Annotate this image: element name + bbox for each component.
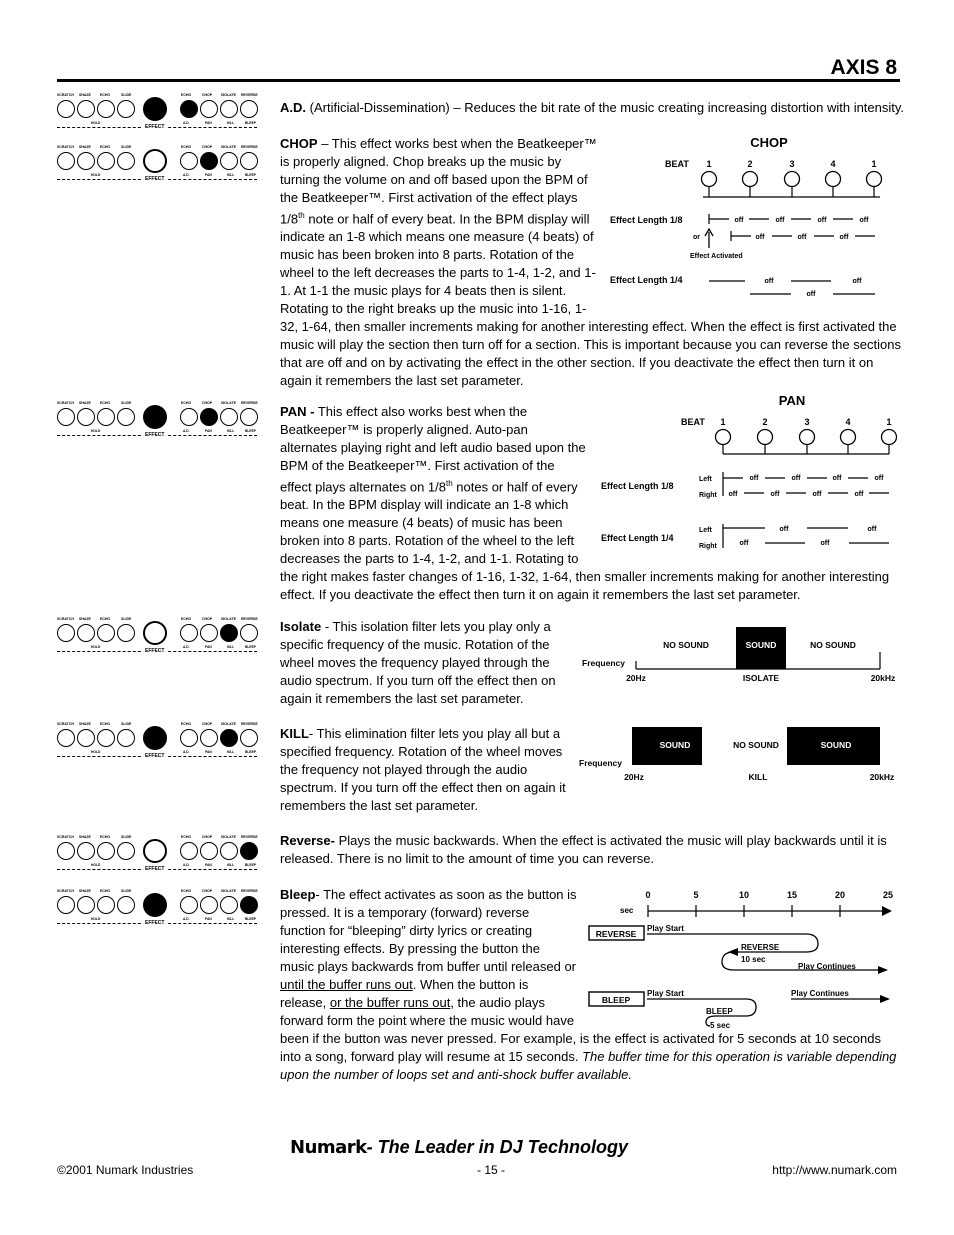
off-label: off: [739, 540, 749, 547]
knob-label: SLIDE: [121, 145, 132, 149]
beat-circle-icon: [702, 172, 717, 187]
button-led-icon: [57, 842, 75, 860]
time-tick-label: 25: [882, 890, 894, 900]
isolate-title: Isolate: [280, 619, 322, 634]
beat-number: 4: [830, 159, 836, 169]
svg-text:Frequency: Frequency: [582, 658, 625, 668]
button-led-icon: [117, 408, 135, 426]
svg-text:SOUND: SOUND: [745, 640, 777, 650]
kill-paragraph: KILL- This elimination filter lets you play all but a specified frequency. Rotation of the wheel moves the frequency not played through the audio spectrum. If you turn off the effect then on again it remembers the last set parameter.: [280, 726, 566, 813]
button-led-icon: [117, 896, 135, 914]
bleep-paragraph: Bleep- The effect activates as soon as the button is pressed. It is a temporary (forward) reverse function for “bleeping” dirty lyrics or creating interesting effects. By pressing the button the music plays backwards from buffer until released or until the buffer runs out. When the button is release, or the buffer runs out, the audio plays forward form the point where the music would have been if the button was never pressed. For example, is the effect is activated for 5 seconds at 10 seconds into a song, forward play will resume at 15 seconds. The buffer time for this operation is variable depending upon the number of loops set and anti-shock buffer available.: [280, 887, 897, 1082]
svg-text:Play Start: Play Start: [647, 924, 684, 933]
knob-label: SLIDE: [121, 93, 132, 97]
button-led-icon: [97, 624, 115, 642]
beat-number: 1: [871, 159, 877, 169]
off-label: off: [832, 475, 842, 482]
sub-label: BLEEP: [245, 121, 256, 125]
button-led-icon: [200, 624, 218, 642]
knob-label: REVERSE: [241, 889, 258, 893]
knob-label: ECHO: [181, 617, 192, 621]
button-led-icon: [200, 408, 218, 426]
svg-text:20kHz: 20kHz: [870, 673, 896, 683]
button-led-icon: [77, 842, 95, 860]
knob-label: SHAZE: [79, 722, 91, 726]
button-led-icon: [77, 152, 95, 170]
button-led-icon: [180, 624, 198, 642]
knob-label: ECHO: [181, 401, 192, 405]
knob-label: ECHO: [181, 889, 192, 893]
knob-label: REVERSE: [241, 617, 258, 621]
sub-label: PAN: [205, 173, 212, 177]
knob-label: ISOLATE: [221, 835, 236, 839]
knob-label: ISOLATE: [221, 889, 236, 893]
off-label: off: [812, 491, 822, 498]
chop-row2: [731, 231, 875, 241]
button-led-icon: [117, 842, 135, 860]
sub-label: BLEEP: [245, 917, 256, 921]
chop-beats: [702, 159, 882, 197]
button-led-icon: [220, 152, 238, 170]
sub-label: BLEEP: [245, 645, 256, 649]
button-led-icon: [57, 729, 75, 747]
effect-panel-pan: [55, 401, 263, 443]
sub-label: BLEEP: [245, 173, 256, 177]
off-label: off: [797, 234, 807, 241]
effect-panel-reverse: [55, 835, 263, 877]
effect-panel-isolate: [55, 617, 263, 659]
sub-label: PAN: [205, 917, 212, 921]
off-label: off: [854, 491, 864, 498]
button-led-icon: [220, 408, 238, 426]
bleep-diagram: [586, 886, 898, 1034]
knob-label: SCRATCH: [57, 835, 74, 839]
svg-text:10 sec: 10 sec: [741, 955, 766, 964]
sub-label: KILL: [227, 917, 235, 921]
time-tick-label: 5: [693, 890, 699, 900]
knob-label: SCRATCH: [57, 401, 74, 405]
knob-label: REVERSE: [241, 401, 258, 405]
page-number: - 15 -: [477, 1163, 506, 1177]
svg-text:Left: Left: [699, 527, 712, 534]
sub-label: A.D.: [183, 917, 190, 921]
knob-label: SHAZE: [79, 401, 91, 405]
effect-knob-icon: [143, 726, 167, 750]
svg-text:Effect Length 1/4: Effect Length 1/4: [610, 275, 683, 285]
activation-arrow-icon: [705, 229, 713, 248]
beat-circle-icon: [716, 430, 731, 445]
off-label: off: [859, 217, 869, 224]
button-led-icon: [77, 624, 95, 642]
pan-title: PAN -: [280, 404, 315, 419]
knob-label: SCRATCH: [57, 145, 74, 149]
pan-paragraph: PAN - This effect also works best when the Beatkeeper™ is properly aligned. Auto-pan alternates playing right and left audio based upon the BPM of the Beatkeeper™. First activation of the effect plays alternates on 1/8th notes or half of every beat. In the BPM display will indicate an 1-8 which means one measure (4 beats) of music has been broken into 8 parts. Rotation of the wheel to the left decreases the parts to 1-4, 1-2, and 1-1. Rotating to the right makes faster changes of 1-16, 1-32, 1-64, then smaller increments making for another interesting effect. If you deactivate the effect then turn it on again it remembers the last set parameter.: [280, 404, 890, 603]
button-led-icon: [240, 100, 258, 118]
svg-text:Left: Left: [699, 476, 712, 483]
beat-number: 1: [706, 159, 712, 169]
knob-label: ISOLATE: [221, 401, 236, 405]
svg-text:Frequency: Frequency: [579, 758, 622, 768]
beat-circle-icon: [800, 430, 815, 445]
off-label: off: [817, 217, 827, 224]
button-led-icon: [117, 152, 135, 170]
beat-number: 3: [789, 159, 795, 169]
time-tick-label: 15: [786, 890, 798, 900]
svg-text:Play Continues: Play Continues: [798, 962, 856, 971]
time-tick-label: 20: [834, 890, 846, 900]
button-led-icon: [180, 152, 198, 170]
effect-label: EFFECT: [145, 124, 165, 130]
knob-label: ECHO: [100, 93, 111, 97]
kill-title: KILL: [280, 726, 309, 741]
beat-circle-icon: [785, 172, 800, 187]
sub-label: KILL: [227, 121, 235, 125]
beat-number: 1: [886, 417, 892, 427]
website-link[interactable]: http://www.numark.com: [772, 1163, 897, 1177]
sub-label: HOLD: [91, 429, 101, 433]
off-label: off: [749, 475, 759, 482]
svg-text:Play Start: Play Start: [647, 989, 684, 998]
svg-text:20kHz: 20kHz: [869, 772, 895, 782]
isolate-diagram: [578, 624, 903, 690]
svg-text:SOUND: SOUND: [820, 740, 852, 750]
knob-label: CHOP: [202, 401, 213, 405]
off-label: off: [839, 234, 849, 241]
button-led-icon: [200, 896, 218, 914]
knob-label: CHOP: [202, 617, 213, 621]
button-led-icon: [117, 100, 135, 118]
sub-label: PAN: [205, 429, 212, 433]
button-led-icon: [220, 100, 238, 118]
knob-label: ECHO: [181, 722, 192, 726]
knob-label: CHOP: [202, 889, 213, 893]
sub-label: PAN: [205, 121, 212, 125]
chop-paragraph: CHOP – This effect works best when the Beatkeeper™ is properly aligned. Chop breaks up the music by turning the volume on and off based upon the BPM of the Beatkeeper™. First activation of the effect plays 1/8th note or half of every beat. In the BPM display will indicate an 1-8 which means one measure (4 beats) of music has been broken into 8 parts. Rotation of the wheel to the left decreases the parts to 1-4, 1-2, and 1- 1. At 1-1 the music plays for 4 beats then is silent. Rotating to the right breaks up the music into 1-16, 1- 32, 1-64, then smaller increments making for another interesting effect. When the effect is first activated the music will play the section then turn off for a section. This is important because you can reverse the sections that are off and on by activating the effect in the other section. If you deactivate the effect then turn it on again it remembers the last set parameter.: [280, 136, 901, 389]
beat-number: 1: [720, 417, 726, 427]
pan-row2: [723, 524, 889, 548]
off-label: off: [791, 475, 801, 482]
pan-diagram: [597, 390, 897, 555]
sub-label: PAN: [205, 750, 212, 754]
button-led-icon: [200, 152, 218, 170]
knob-label: ECHO: [100, 617, 111, 621]
sub-label: A.D.: [183, 863, 190, 867]
sub-label: KILL: [227, 750, 235, 754]
knob-label: SHAZE: [79, 835, 91, 839]
off-label: off: [867, 526, 877, 533]
time-tick-label: 10: [738, 890, 750, 900]
sub-label: HOLD: [91, 863, 101, 867]
header-rule: [57, 79, 900, 82]
sub-label: HOLD: [91, 173, 101, 177]
knob-label: REVERSE: [241, 722, 258, 726]
button-led-icon: [97, 896, 115, 914]
sub-label: PAN: [205, 863, 212, 867]
sub-label: HOLD: [91, 645, 101, 649]
button-led-icon: [240, 152, 258, 170]
svg-text:BLEEP: BLEEP: [601, 995, 631, 1005]
knob-label: SCRATCH: [57, 722, 74, 726]
button-led-icon: [240, 842, 258, 860]
button-led-icon: [97, 842, 115, 860]
svg-text:5 sec: 5 sec: [710, 1021, 731, 1030]
knob-label: SLIDE: [121, 889, 132, 893]
sub-label: HOLD: [91, 917, 101, 921]
knob-label: SLIDE: [121, 617, 132, 621]
knob-label: ISOLATE: [221, 93, 236, 97]
button-led-icon: [97, 408, 115, 426]
off-label: off: [755, 234, 765, 241]
effect-knob-icon: [143, 893, 167, 917]
sub-label: A.D.: [183, 173, 190, 177]
button-led-icon: [77, 729, 95, 747]
sub-label: A.D.: [183, 750, 190, 754]
svg-text:Play Continues: Play Continues: [791, 989, 849, 998]
effect-knob-icon: [143, 97, 167, 121]
off-label: off: [874, 475, 884, 482]
button-led-icon: [77, 408, 95, 426]
off-label: off: [779, 526, 789, 533]
knob-label: CHOP: [202, 722, 213, 726]
button-led-icon: [117, 729, 135, 747]
button-led-icon: [240, 408, 258, 426]
svg-text:BEAT: BEAT: [665, 159, 689, 169]
knob-label: SHAZE: [79, 617, 91, 621]
svg-text:20Hz: 20Hz: [626, 673, 646, 683]
knob-label: ECHO: [100, 889, 111, 893]
knob-label: ECHO: [100, 145, 111, 149]
beat-circle-icon: [841, 430, 856, 445]
knob-label: SHAZE: [79, 93, 91, 97]
sub-label: BLEEP: [245, 429, 256, 433]
svg-text:BEAT: BEAT: [681, 417, 705, 427]
reverse-paragraph: Reverse- Plays the music backwards. When the effect is activated the music will play backwards until it is released. There is no limit to the amount of time you can reverse.: [280, 833, 887, 866]
svg-text:NO SOUND: NO SOUND: [810, 640, 856, 650]
knob-label: SLIDE: [121, 722, 132, 726]
svg-text:REVERSE: REVERSE: [595, 929, 637, 939]
sub-label: KILL: [227, 173, 235, 177]
sub-label: HOLD: [91, 121, 101, 125]
button-led-icon: [180, 408, 198, 426]
svg-text:or: or: [693, 234, 700, 241]
beat-circle-icon: [867, 172, 882, 187]
knob-label: ECHO: [181, 145, 192, 149]
effect-label: EFFECT: [145, 176, 165, 182]
button-led-icon: [220, 624, 238, 642]
effect-label: EFFECT: [145, 432, 165, 438]
effect-panel-ad: [55, 93, 263, 135]
off-label: off: [770, 491, 780, 498]
svg-text:Right: Right: [699, 543, 717, 550]
bleep-timeline: [645, 890, 893, 917]
button-led-icon: [57, 896, 75, 914]
sub-label: A.D.: [183, 645, 190, 649]
knob-label: ECHO: [100, 722, 111, 726]
ad-paragraph: A.D. (Artificial-Dissemination) – Reduces the bit rate of the music creating increasing distortion with intensity.: [280, 100, 905, 115]
svg-text:Effect Length 1/8: Effect Length 1/8: [601, 481, 674, 491]
effect-label: EFFECT: [145, 866, 165, 872]
pan-beats: [716, 417, 897, 454]
sub-label: KILL: [227, 863, 235, 867]
off-label: off: [820, 540, 830, 547]
knob-label: REVERSE: [241, 93, 258, 97]
effect-panel-chop: [55, 145, 263, 187]
button-led-icon: [117, 624, 135, 642]
pan-row1: [723, 472, 889, 498]
knob-label: ECHO: [100, 835, 111, 839]
button-led-icon: [220, 729, 238, 747]
knob-label: SCRATCH: [57, 93, 74, 97]
effect-panel-kill: [55, 722, 263, 764]
numark-logo: Numark: [290, 1137, 367, 1158]
off-label: off: [775, 217, 785, 224]
knob-label: ECHO: [181, 93, 192, 97]
knob-label: REVERSE: [241, 145, 258, 149]
svg-text:ISOLATE: ISOLATE: [742, 673, 780, 683]
bleep-title: Bleep: [280, 887, 316, 902]
sub-label: PAN: [205, 645, 212, 649]
button-led-icon: [97, 729, 115, 747]
sub-label: A.D.: [183, 429, 190, 433]
knob-label: CHOP: [202, 145, 213, 149]
knob-label: SCRATCH: [57, 617, 74, 621]
chop-diagram-title: CHOP: [750, 135, 788, 150]
beat-number: 4: [845, 417, 851, 427]
button-led-icon: [57, 152, 75, 170]
knob-label: SHAZE: [79, 145, 91, 149]
svg-text:Effect Length 1/8: Effect Length 1/8: [610, 215, 683, 225]
sub-label: BLEEP: [245, 863, 256, 867]
beat-circle-icon: [826, 172, 841, 187]
copyright: ©2001 Numark Industries: [57, 1163, 194, 1177]
button-led-icon: [200, 842, 218, 860]
pan-diagram-title: PAN: [778, 393, 806, 408]
beat-number: 2: [747, 159, 753, 169]
chop-diagram: [605, 132, 895, 302]
beat-circle-icon: [758, 430, 773, 445]
off-label: off: [764, 278, 774, 285]
sub-label: BLEEP: [245, 750, 256, 754]
isolate-paragraph: Isolate - This isolation filter lets you play only a specific frequency of the music. Rotation of the wheel moves the frequency played through the audio spectrum. If you turn off the effect then on again it remembers the last set parameter.: [280, 619, 556, 706]
sub-label: KILL: [227, 645, 235, 649]
kill-diagram: [576, 724, 901, 786]
svg-text:Right: Right: [699, 492, 717, 499]
knob-label: SHAZE: [79, 889, 91, 893]
chop-row3: [709, 278, 875, 298]
effect-label: EFFECT: [145, 753, 165, 759]
knob-label: ISOLATE: [221, 617, 236, 621]
knob-label: CHOP: [202, 835, 213, 839]
button-led-icon: [97, 152, 115, 170]
sub-label: A.D.: [183, 121, 190, 125]
effect-knob-icon: [143, 405, 167, 429]
beat-number: 3: [804, 417, 810, 427]
effect-knob-icon: [143, 621, 167, 645]
off-label: off: [728, 491, 738, 498]
effect-panel-bleep: [55, 889, 263, 931]
svg-text:NO SOUND: NO SOUND: [663, 640, 709, 650]
effect-label: EFFECT: [145, 920, 165, 926]
svg-text:REVERSE: REVERSE: [741, 943, 780, 952]
button-led-icon: [180, 100, 198, 118]
svg-text:Effect Length 1/4: Effect Length 1/4: [601, 533, 674, 543]
off-label: off: [806, 291, 816, 298]
reverse-title: Reverse-: [280, 833, 335, 848]
footer-brand: Numark- The Leader in DJ Technology: [290, 1137, 629, 1158]
effect-label: EFFECT: [145, 648, 165, 654]
button-led-icon: [97, 100, 115, 118]
svg-text:20Hz: 20Hz: [624, 772, 644, 782]
off-label: off: [852, 278, 862, 285]
beat-circle-icon: [743, 172, 758, 187]
knob-label: SLIDE: [121, 401, 132, 405]
knob-label: CHOP: [202, 93, 213, 97]
svg-text:NO SOUND: NO SOUND: [733, 740, 779, 750]
button-led-icon: [180, 896, 198, 914]
chop-title: CHOP: [280, 136, 318, 151]
knob-label: SLIDE: [121, 835, 132, 839]
button-led-icon: [77, 100, 95, 118]
knob-label: ISOLATE: [221, 722, 236, 726]
button-led-icon: [220, 842, 238, 860]
sub-label: KILL: [227, 429, 235, 433]
effect-knob-icon: [143, 149, 167, 173]
button-led-icon: [57, 408, 75, 426]
button-led-icon: [220, 896, 238, 914]
effect-knob-icon: [143, 839, 167, 863]
svg-text:BLEEP: BLEEP: [706, 1007, 733, 1016]
svg-text:SOUND: SOUND: [659, 740, 691, 750]
button-led-icon: [77, 896, 95, 914]
page-title: AXIS 8: [830, 56, 897, 79]
button-led-icon: [200, 100, 218, 118]
button-led-icon: [180, 842, 198, 860]
button-led-icon: [240, 896, 258, 914]
off-label: off: [734, 217, 744, 224]
button-led-icon: [57, 624, 75, 642]
chop-row1: [709, 214, 869, 224]
beat-circle-icon: [882, 430, 897, 445]
sub-label: HOLD: [91, 750, 101, 754]
svg-text:KILL: KILL: [748, 772, 768, 782]
svg-text:sec: sec: [620, 906, 634, 915]
knob-label: ISOLATE: [221, 145, 236, 149]
knob-label: ECHO: [181, 835, 192, 839]
button-led-icon: [240, 624, 258, 642]
knob-label: SCRATCH: [57, 889, 74, 893]
knob-label: ECHO: [100, 401, 111, 405]
time-tick-label: 0: [645, 890, 651, 900]
button-led-icon: [180, 729, 198, 747]
button-led-icon: [57, 100, 75, 118]
button-led-icon: [200, 729, 218, 747]
ad-title: A.D.: [280, 100, 306, 115]
knob-label: REVERSE: [241, 835, 258, 839]
button-led-icon: [240, 729, 258, 747]
beat-number: 2: [762, 417, 768, 427]
svg-text:Effect Activated: Effect Activated: [690, 253, 743, 260]
